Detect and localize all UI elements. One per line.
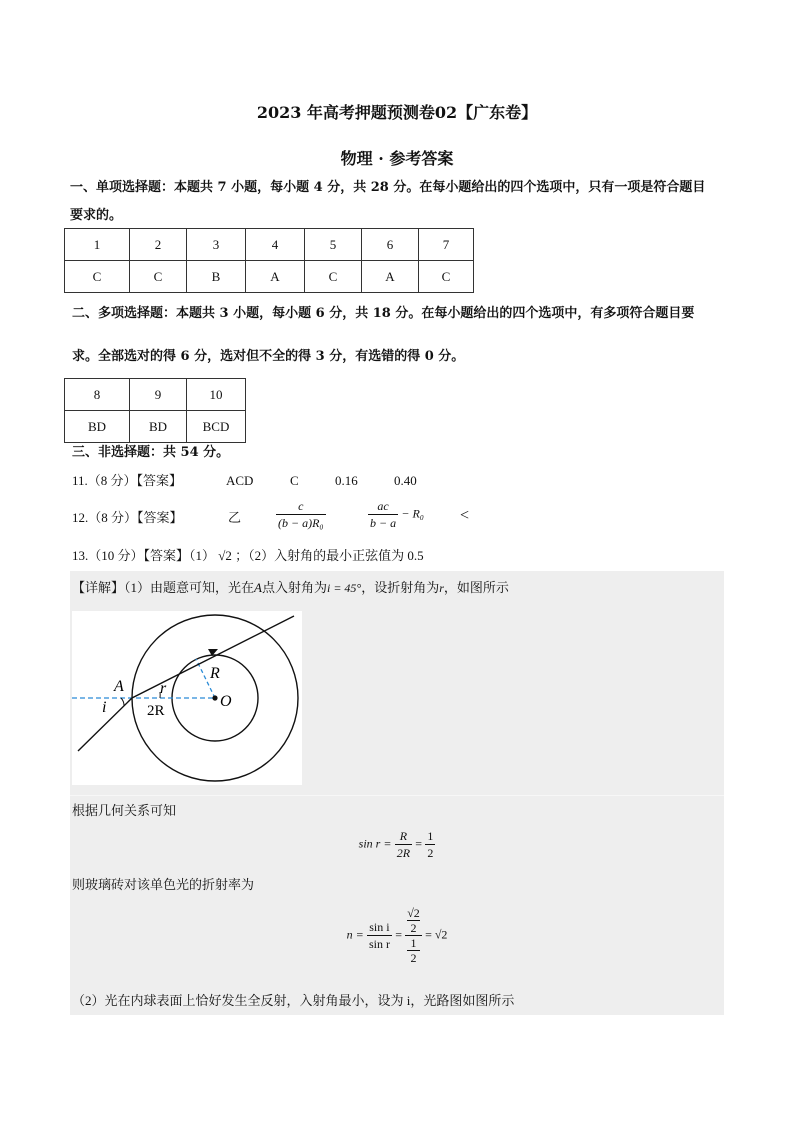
table-cell-answer: BD (65, 411, 130, 443)
divider (70, 795, 724, 796)
q13-label: 13.（10 分）【答案】（1） (72, 548, 216, 563)
table-cell-num: 2 (130, 229, 187, 261)
eq2-rhs: = √2 (425, 927, 448, 942)
fraction-denominator: 2 (427, 846, 434, 860)
center-point (212, 695, 217, 700)
q11-answer: 0.40 (394, 473, 417, 488)
fraction-denominator: sin r (368, 937, 390, 951)
q12-label: 12.（8 分）【答案】 (72, 510, 183, 525)
geometry-text: 根据几何关系可知 (72, 803, 177, 818)
q12-answer-4: < (460, 507, 470, 524)
table-cell-answer: C (419, 261, 474, 293)
detail-angle-r: r (439, 581, 444, 595)
section2-heading-line2: 求。全部选对的得 6 分，选对但不全的得 3 分，有选错的得 0 分。 (72, 349, 465, 364)
section2-heading-line1: 二、多项选择题：本题共 3 小题，每小题 6 分，共 18 分。在每小题给出的四个选项中，有多项符合题目要 (72, 306, 695, 321)
fraction-numerator: R (395, 828, 412, 845)
table-cell-answer: A (246, 261, 305, 293)
table-cell-answer: B (187, 261, 246, 293)
page-subtitle: 物理 · 参考答案 (340, 149, 454, 168)
multi-choice-table (64, 378, 246, 443)
fraction-denominator: (b − a)R₀ (278, 516, 324, 530)
compound-numerator-bottom: 2 (407, 920, 420, 935)
detail-angle-i: i = 45° (326, 581, 362, 595)
label-r: r (160, 680, 167, 697)
eq1-equals: = (415, 836, 423, 851)
compound-numerator-top: √2 (407, 906, 420, 920)
label-A: A (114, 678, 124, 695)
table-cell-num: 9 (130, 379, 187, 411)
table-cell-answer: C (130, 261, 187, 293)
single-choice-table (64, 228, 474, 293)
compound-denominator-bottom: 2 (407, 950, 420, 965)
q12-answer-3 (368, 498, 424, 531)
table-cell-num: 4 (246, 229, 305, 261)
table-cell-num: 1 (65, 229, 130, 261)
fraction-numerator: sin i (367, 919, 392, 936)
optics-figure (72, 611, 302, 785)
fraction-numerator: c (276, 498, 326, 515)
table-cell-answer: BCD (187, 411, 246, 443)
q11-answer: ACD (226, 473, 254, 488)
eq2-lhs: n = (346, 927, 364, 942)
fraction-numerator: 1 (427, 829, 434, 843)
table-cell-num: 3 (187, 229, 246, 261)
equation-n (0, 906, 794, 965)
fraction-numerator (405, 906, 422, 936)
fraction-denominator: b − a (370, 516, 397, 530)
table-cell-num: 7 (419, 229, 474, 261)
section1-heading-line2: 要求的。 (70, 208, 123, 223)
eq2-equals: = (395, 927, 402, 942)
table-cell-num: 8 (65, 379, 130, 411)
fraction-denominator: 2R (396, 846, 411, 860)
table-cell-num: 5 (305, 229, 362, 261)
table-cell-answer: A (362, 261, 419, 293)
q12-answer-3-tail: − R₀ (401, 506, 424, 521)
eq1-lhs: sin r = (358, 836, 392, 851)
q11-answer: 0.16 (335, 473, 358, 488)
q13-sqrt2: √2 (218, 548, 232, 563)
detail-intro (72, 580, 509, 596)
q13-answer-line (72, 548, 424, 564)
detail-mid2: ，设折射角为 (361, 580, 440, 595)
section1-heading-line1: 一、单项选择题：本题共 7 小题，每小题 4 分，共 28 分。在每小题给出的四个选项中，只有一项是符合题目 (70, 180, 706, 195)
q11-answer: C (290, 473, 299, 488)
label-R: R (210, 665, 220, 682)
q11-label: 11.（8 分）【答案】 (72, 473, 183, 488)
table-cell-answer: C (305, 261, 362, 293)
label-2R: 2R (147, 703, 165, 719)
label-O: O (220, 693, 232, 710)
fraction-denominator (405, 936, 422, 965)
detail-suffix: ，如图所示 (443, 580, 509, 595)
detail-point-A: A (254, 580, 262, 595)
fraction-numerator: ac (368, 498, 398, 515)
part2-text: （2）光在内球表面上恰好发生全反射，入射角最小，设为 i，光路图如图所示 (72, 993, 515, 1008)
section3-heading: 三、非选择题：共 54 分。 (72, 445, 230, 460)
compound-denominator-top: 1 (410, 936, 417, 950)
q12-answer-1: 乙 (228, 510, 242, 525)
index-text: 则玻璃砖对该单色光的折射率为 (72, 877, 255, 892)
table-cell-answer: BD (130, 411, 187, 443)
detail-mid: 点入射角为 (261, 580, 327, 595)
label-i: i (102, 699, 107, 716)
equation-sin-r (0, 828, 794, 861)
table-cell-answer: C (65, 261, 130, 293)
q12-answer-2 (276, 498, 326, 531)
q13-mid: ；（2）入射角的最小正弦值为 0.5 (235, 548, 424, 563)
table-cell-num: 10 (187, 379, 246, 411)
table-cell-num: 6 (362, 229, 419, 261)
page-title: 2023 年高考押题预测卷02【广东卷】 (256, 103, 538, 122)
detail-prefix: 【详解】（1）由题意可知，光在 (72, 580, 255, 595)
